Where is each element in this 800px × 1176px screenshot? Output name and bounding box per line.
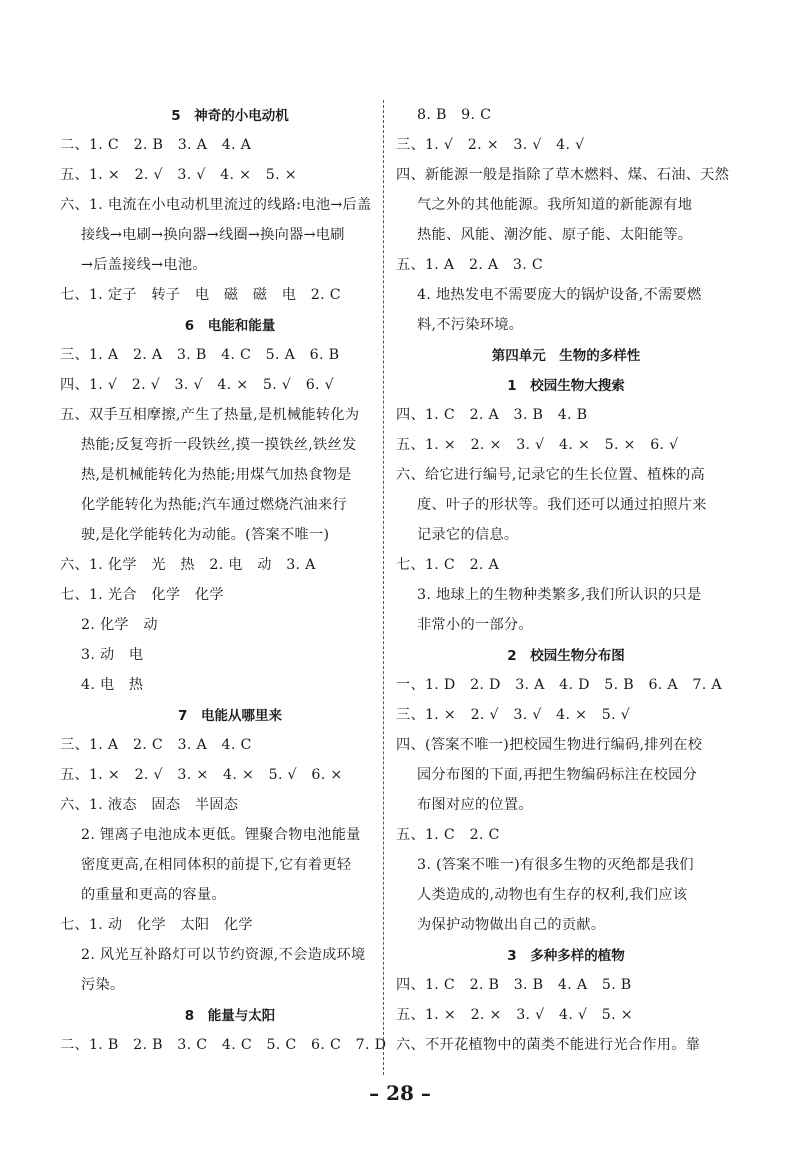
answer-line: 六、不开花植物中的菌类不能进行光合作用。靠	[396, 1037, 701, 1053]
answer-line-continued: 气之外的其他能源。我所知道的新能源有地	[417, 197, 693, 213]
answer-line: 二、1. B 2. B 3. C 4. C 5. C 6. C 7. D	[60, 1037, 387, 1053]
answer-line-continued: 记录它的信息。	[417, 527, 519, 543]
answer-line: 三、1. √ 2. × 3. √ 4. √	[396, 137, 585, 153]
answer-line-continued: 3. (答案不唯一)有很多生物的灭绝都是我们	[417, 857, 694, 873]
column-divider	[383, 100, 384, 1075]
answer-line: 四、新能源一般是指除了草木燃料、煤、石油、天然	[396, 167, 730, 183]
section-heading: 1 校园生物大搜索	[507, 378, 625, 394]
answer-line: 五、1. C 2. C	[396, 827, 500, 843]
answer-line-continued: 料,不污染环境。	[417, 317, 524, 333]
answer-line: 三、1. A 2. C 3. A 4. C	[60, 737, 252, 753]
answer-line: 七、1. 光合 化学 化学	[60, 587, 224, 603]
answer-line: 五、1. × 2. × 3. √ 4. √ 5. ×	[396, 1007, 633, 1023]
answer-line-continued: 3. 动 电	[81, 647, 144, 663]
section-heading: 7 电能从哪里来	[178, 708, 282, 724]
answer-line-continued: 非常小的一部分。	[417, 617, 533, 633]
answer-line-continued: 8. B 9. C	[417, 107, 492, 123]
page-number: – 28 –	[369, 1081, 431, 1105]
answer-line: 七、1. 定子 转子 电 磁 磁 电 2. C	[60, 287, 341, 303]
answer-line: 六、给它进行编号,记录它的生长位置、植株的高	[396, 467, 706, 483]
section-heading: 8 能量与太阳	[184, 1008, 276, 1024]
section-heading: 第四单元 生物的多样性	[491, 348, 641, 364]
answer-line: 四、1. C 2. B 3. B 4. A 5. B	[396, 977, 632, 993]
answer-line-continued: 接线→电刷→换向器→线圈→换向器→电刷	[81, 227, 345, 243]
answer-line: 二、1. C 2. B 3. A 4. A	[60, 137, 252, 153]
answer-line: 五、1. × 2. √ 3. × 4. × 5. √ 6. ×	[60, 767, 343, 783]
answer-line: 三、1. A 2. A 3. B 4. C 5. A 6. B	[60, 347, 340, 363]
answer-line-continued: 驶,是化学能转化为动能。(答案不唯一)	[81, 527, 330, 543]
answer-line-continued: 密度更高,在相同体积的前提下,它有着更轻	[81, 857, 352, 873]
answer-line: 六、1. 电流在小电动机里流过的线路:电池→后盖	[60, 197, 372, 213]
answer-line: 四、1. √ 2. √ 3. √ 4. × 5. √ 6. √	[60, 377, 334, 393]
answer-line-continued: 为保护动物做出自己的贡献。	[417, 917, 606, 933]
answer-line-continued: 度、叶子的形状等。我们还可以通过拍照片来	[417, 497, 707, 513]
section-heading: 5 神奇的小电动机	[171, 108, 289, 124]
answer-line-continued: 污染。	[81, 977, 125, 993]
answer-line-continued: 人类造成的,动物也有生存的权利,我们应该	[417, 887, 688, 903]
section-heading: 3 多种多样的植物	[507, 948, 625, 964]
answer-line-continued: 热能、风能、潮汐能、原子能、太阳能等。	[417, 227, 693, 243]
answer-line: 一、1. D 2. D 3. A 4. D 5. B 6. A 7. A	[396, 677, 722, 693]
answer-line-continued: 4. 电 热	[81, 677, 144, 693]
answer-line: 五、双手互相摩擦,产生了热量,是机械能转化为	[60, 407, 360, 423]
answer-line-continued: 2. 锂离子电池成本更低。锂聚合物电池能量	[81, 827, 361, 843]
answer-line-continued: 的重量和更高的容量。	[81, 887, 226, 903]
answer-line: 七、1. 动 化学 太阳 化学	[60, 917, 253, 933]
answer-line: 四、1. C 2. A 3. B 4. B	[396, 407, 588, 423]
answer-line-continued: 4. 地热发电不需要庞大的锅炉设备,不需要燃	[417, 287, 702, 303]
answer-line-continued: 2. 风光互补路灯可以节约资源,不会造成环境	[81, 947, 366, 963]
answer-line: 七、1. C 2. A	[396, 557, 500, 573]
answer-line: 四、(答案不唯一)把校园生物进行编码,排列在校	[396, 737, 703, 753]
answer-line-continued: 布图对应的位置。	[417, 797, 533, 813]
answer-line-continued: 2. 化学 动	[81, 617, 158, 633]
answer-line: 六、1. 液态 固态 半固态	[60, 797, 239, 813]
answer-line: 五、1. × 2. √ 3. √ 4. × 5. ×	[60, 167, 297, 183]
answer-line-continued: 热,是机械能转化为热能;用煤气加热食物是	[81, 467, 352, 483]
answer-line: 五、1. A 2. A 3. C	[396, 257, 544, 273]
answer-line: 三、1. × 2. √ 3. √ 4. × 5. √	[396, 707, 631, 723]
answer-line: 五、1. × 2. × 3. √ 4. × 5. × 6. √	[396, 437, 679, 453]
section-heading: 6 电能和能量	[184, 318, 276, 334]
answer-line-continued: →后盖接线→电池。	[81, 257, 207, 273]
section-heading: 2 校园生物分布图	[507, 648, 625, 664]
answer-line-continued: 园分布图的下面,再把生物编码标注在校园分	[417, 767, 698, 783]
answer-line-continued: 热能;反复弯折一段铁丝,摸一摸铁丝,铁丝发	[81, 437, 357, 453]
answer-line: 六、1. 化学 光 热 2. 电 动 3. A	[60, 557, 316, 573]
answer-line-continued: 化学能转化为热能;汽车通过燃烧汽油来行	[81, 497, 347, 513]
answer-line-continued: 3. 地球上的生物种类繁多,我们所认识的只是	[417, 587, 702, 603]
